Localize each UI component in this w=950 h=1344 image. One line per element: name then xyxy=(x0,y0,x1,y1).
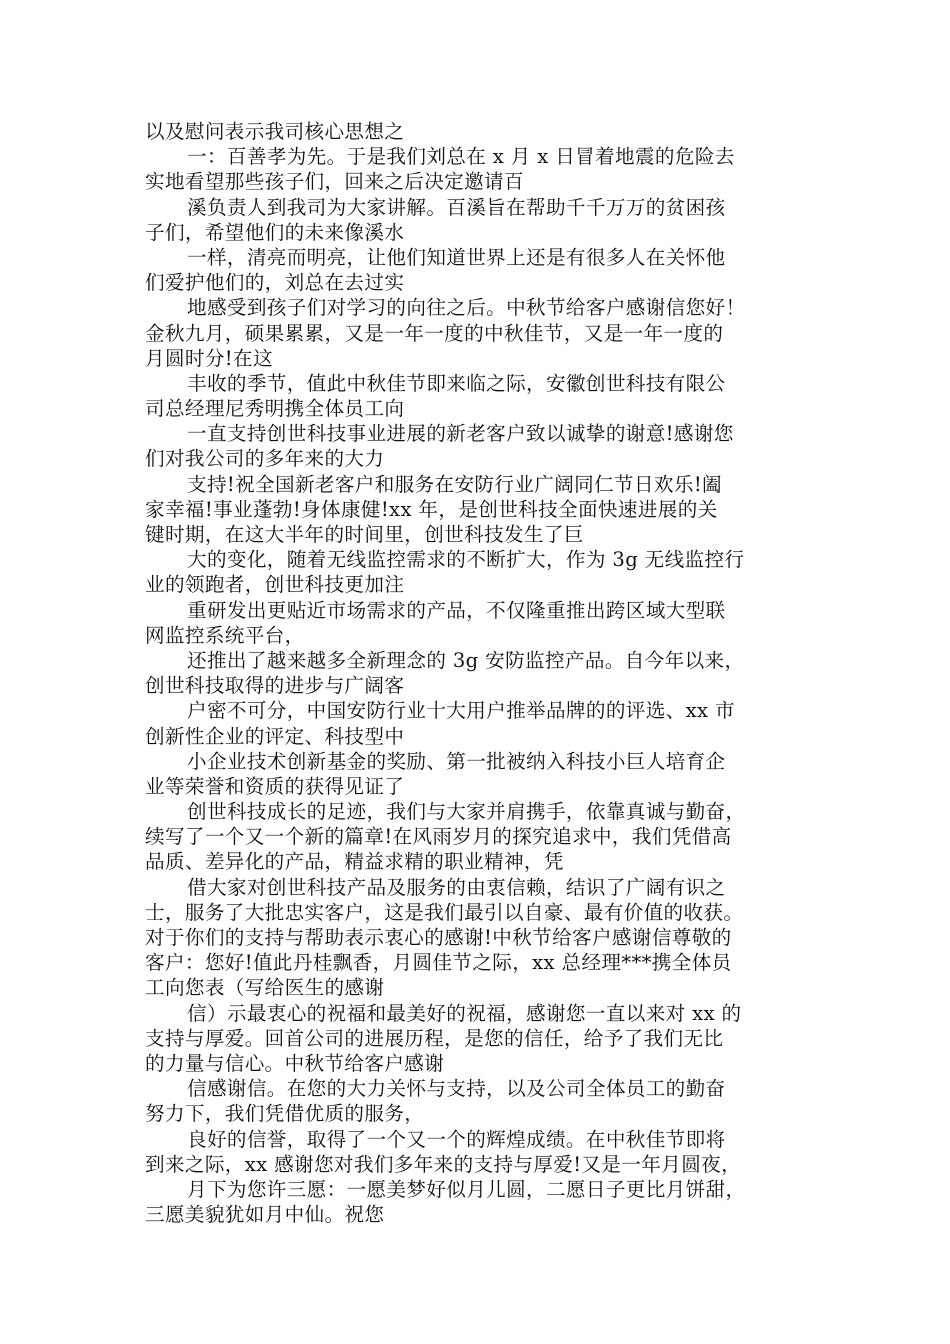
text-line: 家幸福!事业蓬勃!身体康健!xx 年，是创世科技全面快速进展的关 xyxy=(145,497,718,521)
text-line: 对于你们的支持与帮助表示衷心的感谢!中秋节给客户感谢信尊敬的 xyxy=(145,926,732,949)
text-line: 创新性企业的评定、科技型中 xyxy=(145,724,405,748)
text-line: 键时期，在这大半年的时间里，创世科技发生了巨 xyxy=(145,523,584,546)
text-line: 创世科技成长的足迹，我们与大家并肩携手，依靠真诚与勤奋， xyxy=(187,800,746,824)
text-line: 到来之际，xx 感谢您对我们多年来的支持与厚爱!又是一年月圆夜， xyxy=(145,1152,742,1176)
text-line: 丰收的季节，值此中秋佳节即来临之际，安徽创世科技有限公 xyxy=(187,371,726,395)
text-line: 业的领跑者，创世科技更加注 xyxy=(145,573,405,597)
text-line: 士，服务了大批忠实客户，这是我们最引以自豪、最有价值的收获。 xyxy=(145,900,744,924)
text-line: 工向您表（写给医生的感谢 xyxy=(145,976,385,1000)
text-line: 支持与厚爱。回首公司的进展历程，是您的信任，给予了我们无比 xyxy=(145,1026,724,1050)
text-line: 的力量与信心。中秋节给客户感谢 xyxy=(145,1051,445,1075)
text-line: 一样，清亮而明亮，让他们知道世界上还是有很多人在关怀他 xyxy=(187,245,726,269)
text-line: 地感受到孩子们对学习的向往之后。中秋节给客户感谢信您好！ xyxy=(187,296,746,320)
text-line: 努力下，我们凭借优质的服务， xyxy=(145,1102,425,1126)
text-line: 重研发出更贴近市场需求的产品，不仅隆重推出跨区域大型联 xyxy=(187,598,726,622)
text-line: 客户：您好!值此丹桂飘香，月圆佳节之际，xx 总经理***携全体员 xyxy=(145,951,732,975)
text-line: 创世科技取得的进步与广阔客 xyxy=(145,674,405,698)
text-line: 一：百善孝为先。于是我们刘总在 x 月 x 日冒着地震的危险去 xyxy=(187,145,735,169)
text-line: 们爱护他们的，刘总在去过实 xyxy=(145,271,405,295)
text-line: 业等荣誉和资质的获得见证了 xyxy=(145,774,405,798)
text-line: 续写了一个又一个新的篇章!在风雨岁月的探究追求中，我们凭借高 xyxy=(145,825,732,849)
text-line: 溪负责人到我司为大家讲解。百溪旨在帮助千千万万的贫困孩 xyxy=(187,195,726,219)
text-line: 信）示最衷心的祝福和最美好的祝福，感谢您一直以来对 xx 的 xyxy=(187,1001,742,1025)
text-line: 信感谢信。在您的大力关怀与支持，以及公司全体员工的勤奋 xyxy=(187,1077,726,1101)
text-line: 支持!祝全国新老客户和服务在安防行业广阔同仁节日欢乐!阖 xyxy=(187,472,722,496)
text-line: 还推出了越来越多全新理念的 3g 安防监控产品。自今年以来， xyxy=(187,648,745,672)
text-line: 金秋九月，硕果累累，又是一年一度的中秋佳节，又是一年一度的 xyxy=(145,321,724,345)
text-line: 月圆时分!在这 xyxy=(145,346,273,370)
text-line: 小企业技术创新基金的奖励、第一批被纳入科技小巨人培育企 xyxy=(187,749,726,773)
text-line: 品质、差异化的产品，精益求精的职业精神，凭 xyxy=(145,850,564,874)
text-line: 月下为您许三愿：一愿美梦好似月儿圆，二愿日子更比月饼甜， xyxy=(187,1177,746,1201)
text-line: 子们，希望他们的未来像溪水 xyxy=(145,220,405,244)
text-line: 良好的信誉，取得了一个又一个的辉煌成绩。在中秋佳节即将 xyxy=(187,1127,726,1151)
text-line: 一直支持创世科技事业进展的新老客户致以诚挚的谢意!感谢您 xyxy=(187,422,734,446)
text-line: 网监控系统平台， xyxy=(145,623,305,647)
text-line: 户密不可分，中国安防行业十大用户推举品牌的的评选、xx 市 xyxy=(187,699,735,723)
text-line: 借大家对创世科技产品及服务的由衷信赖，结识了广阔有识之 xyxy=(187,875,726,899)
document-body xyxy=(145,119,810,1227)
text-line: 司总经理尼秀明携全体员工向 xyxy=(145,397,405,421)
text-line: 以及慰问表示我司核心思想之 xyxy=(145,120,405,143)
text-line: 实地看望那些孩子们，回来之后决定邀请百 xyxy=(145,170,524,194)
text-line: 们对我公司的多年来的大力 xyxy=(145,447,385,471)
text-line: 三愿美貌犹如月中仙。祝您 xyxy=(145,1203,385,1227)
text-line: 大的变化，随着无线监控需求的不断扩大，作为 3g 无线监控行 xyxy=(187,548,745,572)
